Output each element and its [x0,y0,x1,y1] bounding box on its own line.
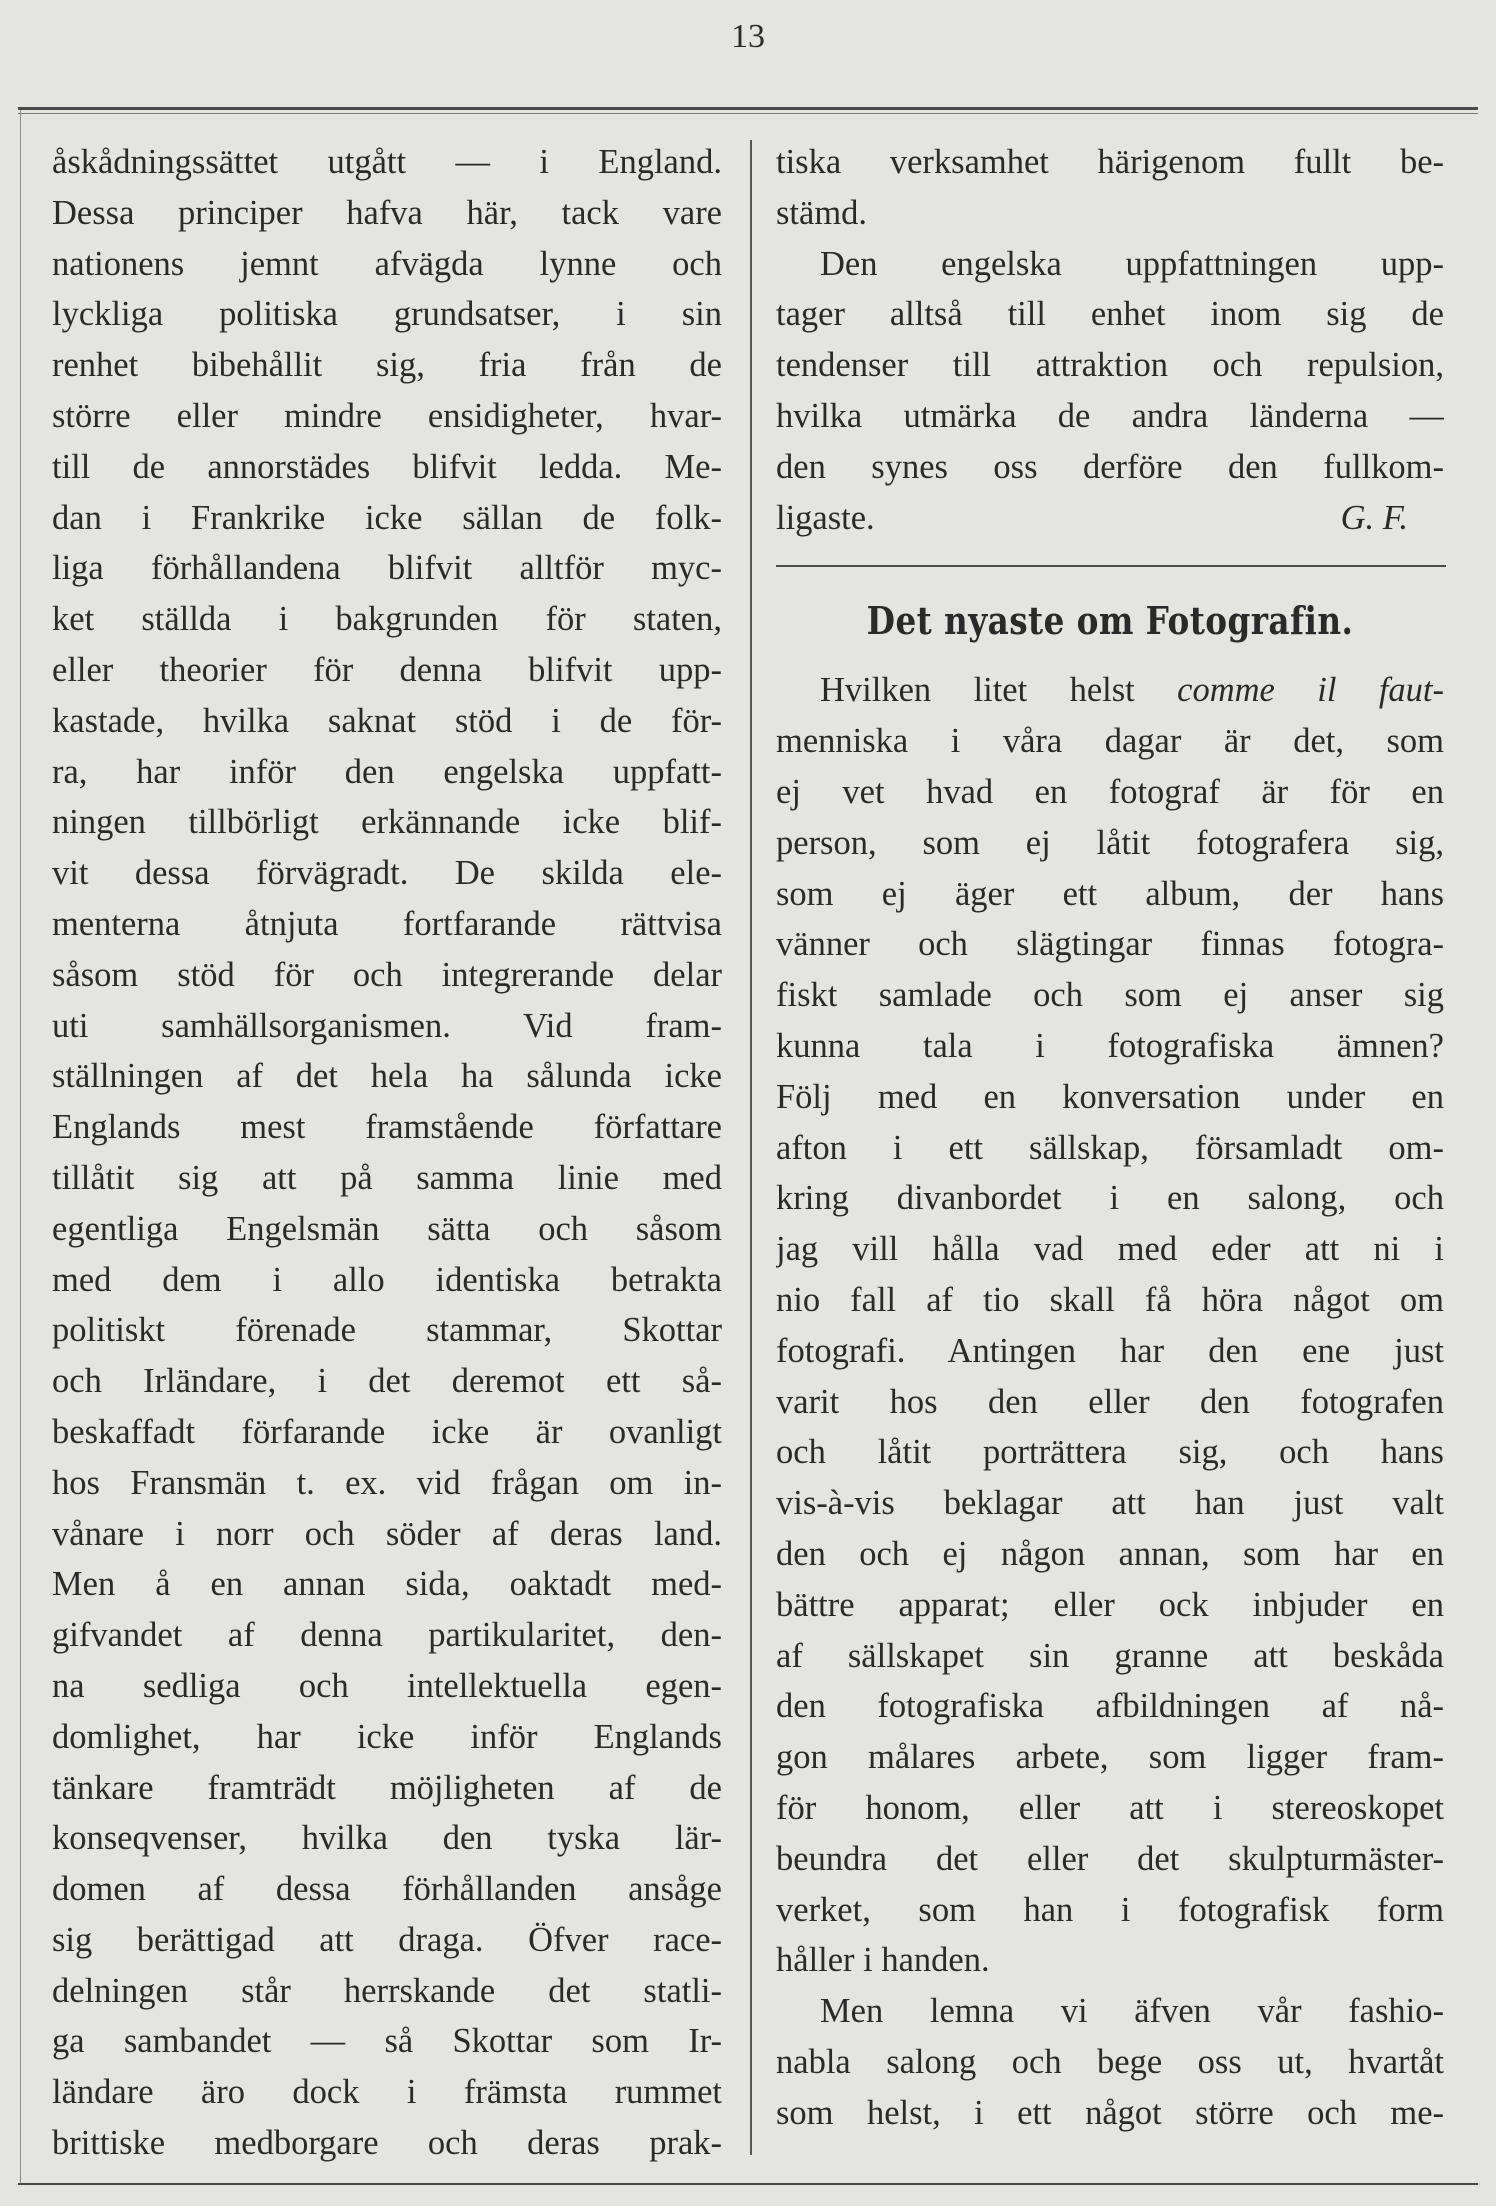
text-line: gifvandet af denna partikularitet, den- [52,1616,722,1655]
text-line: Följ med en konversation under en [776,1077,1444,1116]
top-rule-thin [18,113,1478,114]
text-line: beskaffadt förfarande icke är ovanligt [52,1412,722,1451]
page-number: 13 [731,18,765,55]
text-line: fotografi. Antingen har den ene just [776,1331,1444,1370]
text-line: eller theorier för denna blifvit upp- [52,650,722,689]
text-line: fiskt samlade och som ej anser sig [776,976,1444,1015]
paragraph-continuation [776,137,1444,239]
text-line: nationens jemnt afvägda lynne och [52,244,722,283]
text-line: för honom, eller att i stereoskopet [776,1788,1444,1827]
article-paragraph [776,716,1444,1935]
text-line: ej vet hvad en fotograf är för en [776,772,1444,811]
text-line: kastade, hvilka saknat stöd i de för- [52,701,722,740]
text-line: vänner och slägtingar finnas fotogra- [776,925,1444,964]
text-line: kunna tala i fotografiska ämnen? [776,1026,1444,1065]
text-line: ställningen af det hela ha sålunda icke [52,1057,722,1096]
article-paragraph-last-line: håller i handen. [776,1941,990,1980]
text-line: och Irländare, i det deremot ett så- [52,1362,722,1401]
author-signature: G. F. [1340,498,1408,537]
text-line: politiskt förenade stammar, Skottar [52,1311,722,1350]
text-line: tager alltså till enhet inom sig de [776,295,1444,334]
text-line: jag vill hålla vad med eder att ni i [776,1230,1444,1269]
text-line: nio fall af tio skall få höra något om [776,1280,1444,1319]
text-line: uti samhällsorganismen. Vid fram- [52,1006,722,1045]
text-line: Dessa principer hafva här, tack vare [52,193,722,232]
text-line: domen af dessa förhållanden ansåge [52,1870,722,1909]
text-line: större eller mindre ensidigheter, hvar- [52,396,722,435]
text-line: Men å en annan sida, oaktadt med- [52,1565,722,1604]
text-line: till de annorstädes blifvit ledda. Me- [52,447,722,486]
article-separator [776,565,1446,567]
text-line: person, som ej låtit fotografera sig, [776,823,1444,862]
article-heading: Det nyaste om Fotografin. [866,598,1354,644]
column-divider [750,140,752,2155]
first-line-italic: comme il faut- [1177,671,1444,710]
text-line: renhet bibehållit sig, fria från de [52,346,722,385]
text-line: menniska i våra dagar är det, som [776,722,1444,761]
text-line: Englands mest framstående författare [52,1108,722,1147]
text-line: tendenser till attraktion och repulsion, [776,346,1444,385]
article-first-line [776,665,1444,716]
text-line: delningen står herrskande det statli- [52,1971,722,2010]
text-line: menterna åtnjuta fortfarande rättvisa [52,904,722,943]
text-line: ga sambandet — så Skottar som Ir- [52,2022,722,2061]
text-line: egentliga Engelsmän sätta och såsom [52,1209,722,1248]
bottom-rule [18,2183,1478,2185]
text-line: lyckliga politiska grundsatser, i sin [52,295,722,334]
paragraph-last-line: ligaste. [776,498,875,537]
text-line: liga förhållandena blifvit alltför myc- [52,549,722,588]
text-line: konseqvenser, hvilka den tyska lär- [52,1819,722,1858]
text-line: ra, har inför den engelska uppfatt- [52,752,722,791]
text-line: verket, som han i fotografisk form [776,1890,1444,1929]
text-line: vis-à-vis beklagar att han just valt [776,1484,1444,1523]
text-line: af sällskapet sin granne att beskåda [776,1636,1444,1675]
text-line: Men lemna vi äfven vår fashio- [820,1992,1444,2031]
text-line: varit hos den eller den fotografen [776,1382,1444,1421]
left-page-edge [20,110,21,2183]
text-line: na sedliga och intellektuella egen- [52,1666,722,1705]
text-line: brittiske medborgare och deras prak- [52,2124,722,2163]
text-line: som ej äger ett album, der hans [776,874,1444,913]
text-line: tänkare framträdt möjligheten af de [52,1768,722,1807]
first-line-text: Hvilken litet helst [820,671,1178,710]
text-line: sig berättigad att draga. Öfver race- [52,1920,722,1959]
signature-line [776,493,1444,544]
paragraph-conclusion [776,239,1444,493]
text-line: såsom stöd för och integrerande delar [52,955,722,994]
text-line: den fotografiska afbildningen af nå- [776,1687,1444,1726]
text-line: gon målares arbete, som ligger fram- [776,1738,1444,1777]
text-line: afton i ett sällskap, församladt om- [776,1128,1444,1167]
text-line: tillåtit sig att på samma linie med [52,1158,722,1197]
left-column [52,137,722,2169]
right-column [776,137,1444,2138]
text-line: stämd. [776,193,868,232]
text-line: den synes oss derföre den fullkom- [776,447,1444,486]
text-line: ländare äro dock i främsta rummet [52,2073,722,2112]
text-line: vit dessa förvägradt. De skilda ele- [52,854,722,893]
text-line: kring divanbordet i en salong, och [776,1179,1444,1218]
text-line: dan i Frankrike icke sällan de folk- [52,498,722,537]
text-line: ningen tillbörligt erkännande icke blif- [52,803,722,842]
text-line: beundra det eller det skulpturmäster- [776,1839,1444,1878]
article-paragraph-2 [776,1986,1444,2138]
text-line: som helst, i ett något större och me- [776,2093,1444,2132]
text-line: den och ej någon annan, som har en [776,1534,1444,1573]
text-line: och låtit porträttera sig, och hans [776,1433,1444,1472]
text-line: bättre apparat; eller ock inbjuder en [776,1585,1444,1624]
text-line: nabla salong och bege oss ut, hvartåt [776,2042,1444,2081]
text-line: tiska verksamhet härigenom fullt be- [776,143,1444,181]
text-line: hvilka utmärka de andra länderna — [776,396,1444,435]
top-rule [18,107,1478,110]
text-line: med dem i allo identiska betrakta [52,1260,722,1299]
text-line: åskådningssättet utgått — i England. [52,143,722,181]
text-line: domlighet, har icke inför Englands [52,1717,722,1756]
text-line: Den engelska uppfattningen upp- [820,244,1444,283]
text-line: vånare i norr och söder af deras land. [52,1514,722,1553]
text-line: hos Fransmän t. ex. vid frågan om in- [52,1463,722,1502]
text-line: ket ställda i bakgrunden för staten, [52,600,722,639]
